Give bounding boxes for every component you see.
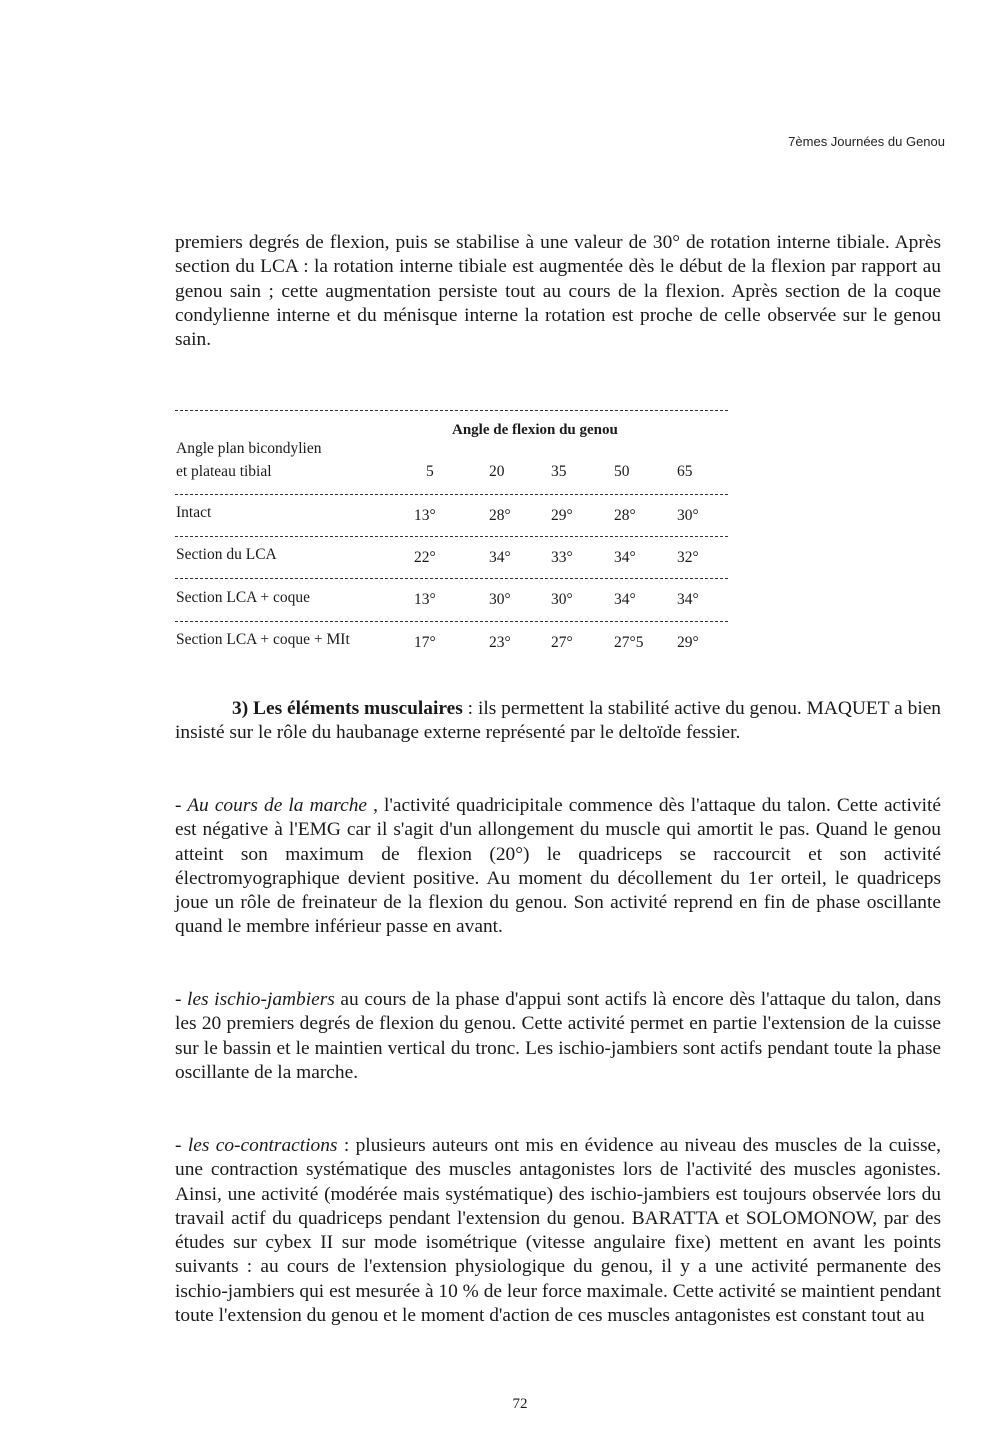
paragraph-walking xyxy=(175,794,941,940)
table-cell: 23° xyxy=(489,634,511,651)
column-header: 5 xyxy=(426,463,434,480)
table-cell: 29° xyxy=(551,507,573,524)
table-cell: 27°5 xyxy=(614,634,644,651)
paragraph-body: , l'activité quadricipitale commence dès l'attaque du talon. Cette activité est négative à l'EMG car il s'agit d'un allongement du muscle qui amortit le pas. Quand le genou atteint son maximum de flexion (20°) le quadriceps se raccourcit et son activité électromyographique devient positive. Au moment du décollement du 1er orteil, le quadriceps joue un rôle de freinateur de la flexion du genou. Son activité reprend en fin de phase oscillante quand le membre inférieur passe en avant. xyxy=(175,795,942,938)
table-rule-top xyxy=(175,410,728,411)
row-label: Section LCA + coque xyxy=(176,589,311,606)
table-cell: 30° xyxy=(551,591,573,608)
table-cell: 34° xyxy=(614,549,636,566)
column-header: 65 xyxy=(677,463,693,480)
table-rule xyxy=(175,494,728,495)
table-cell: 33° xyxy=(551,549,573,566)
table-cell: 28° xyxy=(614,507,636,524)
table-rule xyxy=(175,578,728,579)
paragraph-body: : plusieurs auteurs ont mis en évidence au niveau des muscles de la cuisse, une contraction systématique des muscles antagonistes lors de l'activité des muscles agonistes. Ainsi, une activité (modérée mais systématique) des ischio-jambiers est toujours observée lors du travail actif du quadriceps pendant l'extension du genou. BARATTA et SOLOMONOW, par des études sur cybex II sur mode isométrique (vitesse angulaire fixe) mettent en avant les points suivants : au cours de l'extension physiologique du genou, il y a une activité permanente des ischio-jambiers qui est mesurée à 10 % de leur force maximale. Cette activité se maintient pendant toute l'extension du genou et le moment d'action de ces muscles antagonistes est constant tout au xyxy=(175,1135,941,1327)
column-header: 20 xyxy=(489,463,505,480)
table-cell: 30° xyxy=(489,591,511,608)
paragraph-hamstrings xyxy=(175,988,941,1085)
table-rule xyxy=(175,536,728,537)
paragraph-rotation: premiers degrés de flexion, puis se stabilise à une valeur de 30° de rotation interne tibiale. Après section du LCA : la rotation interne tibiale est augmentée dès le début de la flexion par rapport au genou sain ; cette augmentation persiste tout au cours de la flexion. Après section de la coque condylienne interne et du ménisque interne la rotation est proche de celle observée sur le genou sain. xyxy=(175,232,941,351)
table-cell: 22° xyxy=(414,549,436,566)
table-cell: 17° xyxy=(414,634,436,651)
table-cell: 13° xyxy=(414,591,436,608)
row-label: Section du LCA xyxy=(176,546,277,563)
column-header: 50 xyxy=(614,463,630,480)
table-cell: 29° xyxy=(677,634,699,651)
row-label: Intact xyxy=(176,504,212,521)
table-cell: 28° xyxy=(489,507,511,524)
table-cell: 32° xyxy=(677,549,699,566)
table-group-header: Angle de flexion du genou xyxy=(452,422,618,438)
table-cell: 34° xyxy=(677,591,699,608)
table-rule xyxy=(175,621,728,622)
paragraph-body: au cours de la phase d'appui sont actifs là encore dès l'attaque du talon, dans les 20 premiers degrés de flexion du genou. Cette activité permet en partie l'extension de la cuisse sur le bassin et le maintien vertical du tronc. Les ischio-jambiers sont actifs pendant toute la phase oscillante de la marche. xyxy=(175,989,941,1083)
row-label: Section LCA + coque + MIt xyxy=(176,631,350,648)
paragraph-lead: - les ischio-jambiers xyxy=(175,989,335,1010)
paragraph-co-contractions xyxy=(175,1134,941,1328)
paragraph-muscular-elements xyxy=(175,697,941,746)
table-cell: 13° xyxy=(414,507,436,524)
section-heading: 3) Les éléments musculaires xyxy=(232,698,463,719)
table-row-header-line2: et plateau tibial xyxy=(176,463,272,480)
column-header: 35 xyxy=(551,463,567,480)
page-number: 72 xyxy=(512,1396,528,1412)
table-cell: 34° xyxy=(489,549,511,566)
table-cell: 34° xyxy=(614,591,636,608)
table-cell: 27° xyxy=(551,634,573,651)
paragraph-body: : ils permettent la stabilité active du genou. MAQUET a bien insisté sur le rôle du haubanage externe représenté par le deltoïde fessier. xyxy=(175,698,942,744)
running-header: 7èmes Journées du Genou xyxy=(788,134,945,149)
paragraph-lead: - les co-contractions xyxy=(175,1135,338,1156)
table-cell: 30° xyxy=(677,507,699,524)
table-row-header-line1: Angle plan bicondylien xyxy=(176,440,322,457)
paragraph-lead: - Au cours de la marche xyxy=(175,795,368,816)
